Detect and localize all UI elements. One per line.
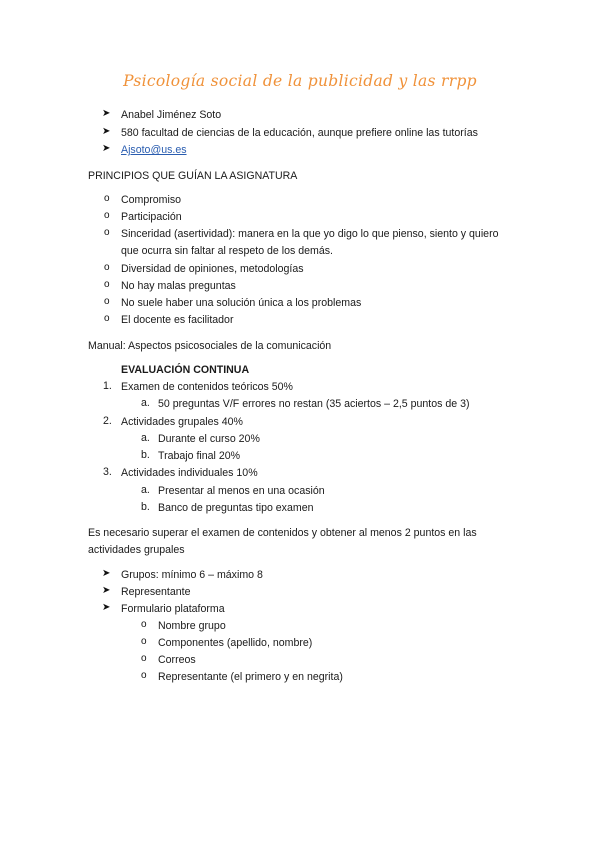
list-number: 2. — [103, 415, 112, 427]
evaluation-subitem: Trabajo final 20% — [158, 450, 241, 462]
principle-item: Compromiso — [121, 194, 182, 206]
circle-bullet-icon: o — [141, 653, 147, 664]
group-item: Formulario plataforma — [121, 603, 225, 615]
evaluation-item: Actividades grupales 40% — [121, 416, 243, 428]
evaluation-subitem: Banco de preguntas tipo examen — [158, 502, 314, 514]
arrow-bullet-icon: ➤ — [102, 108, 111, 119]
evaluation-item: Examen de contenidos teóricos 50% — [121, 381, 293, 393]
requirement-note: Es necesario superar el examen de contenidos y obtener al menos 2 puntos en las — [88, 527, 477, 539]
email-link[interactable]: Ajsoto@us.es — [121, 144, 187, 156]
arrow-bullet-icon: ➤ — [102, 585, 111, 596]
principle-item: Diversidad de opiniones, metodologías — [121, 263, 304, 275]
list-letter: b. — [141, 449, 150, 461]
principle-item: Participación — [121, 211, 182, 223]
principle-item-continuation: que ocurra sin faltar al respeto de los demás. — [121, 245, 333, 257]
teacher-name: Anabel Jiménez Soto — [121, 109, 222, 121]
evaluation-heading: EVALUACIÓN CONTINUA — [121, 364, 250, 376]
list-letter: b. — [141, 501, 150, 513]
evaluation-subitem: 50 preguntas V/F errores no restan (35 aciertos – 2,5 puntos de 3) — [158, 398, 470, 410]
evaluation-item: Actividades individuales 10% — [121, 467, 258, 479]
principles-heading: PRINCIPIOS QUE GUÍAN LA ASIGNATURA — [88, 170, 298, 182]
arrow-bullet-icon: ➤ — [102, 602, 111, 613]
form-field-item: Correos — [158, 654, 196, 666]
circle-bullet-icon: o — [141, 619, 147, 630]
circle-bullet-icon: o — [141, 670, 147, 681]
evaluation-subitem: Durante el curso 20% — [158, 433, 260, 445]
list-number: 3. — [103, 466, 112, 478]
form-field-item: Representante (el primero y en negrita) — [158, 671, 343, 683]
list-letter: a. — [141, 432, 150, 444]
list-letter: a. — [141, 484, 150, 496]
circle-bullet-icon: o — [104, 296, 110, 307]
principle-item: El docente es facilitador — [121, 314, 234, 326]
group-item: Grupos: mínimo 6 – máximo 8 — [121, 569, 263, 581]
circle-bullet-icon: o — [104, 227, 110, 238]
list-letter: a. — [141, 397, 150, 409]
circle-bullet-icon: o — [104, 210, 110, 221]
group-item: Representante — [121, 586, 191, 598]
principle-item: No hay malas preguntas — [121, 280, 236, 292]
form-field-item: Componentes (apellido, nombre) — [158, 637, 313, 649]
list-number: 1. — [103, 380, 112, 392]
form-field-item: Nombre grupo — [158, 620, 226, 632]
document-title: Psicología social de la publicidad y las rrpp — [123, 72, 477, 90]
circle-bullet-icon: o — [141, 636, 147, 647]
manual-reference: Manual: Aspectos psicosociales de la comunicación — [88, 340, 332, 352]
circle-bullet-icon: o — [104, 193, 110, 204]
arrow-bullet-icon: ➤ — [102, 126, 111, 137]
circle-bullet-icon: o — [104, 262, 110, 273]
circle-bullet-icon: o — [104, 279, 110, 290]
office-info: 580 facultad de ciencias de la educación, aunque prefiere online las tutorías — [121, 127, 478, 139]
arrow-bullet-icon: ➤ — [102, 568, 111, 579]
arrow-bullet-icon: ➤ — [102, 143, 111, 154]
requirement-note-continuation: actividades grupales — [88, 544, 185, 556]
evaluation-subitem: Presentar al menos en una ocasión — [158, 485, 325, 497]
principle-item: No suele haber una solución única a los problemas — [121, 297, 362, 309]
circle-bullet-icon: o — [104, 313, 110, 324]
principle-item: Sinceridad (asertividad): manera en la que yo digo lo que pienso, siento y quiero — [121, 228, 499, 240]
